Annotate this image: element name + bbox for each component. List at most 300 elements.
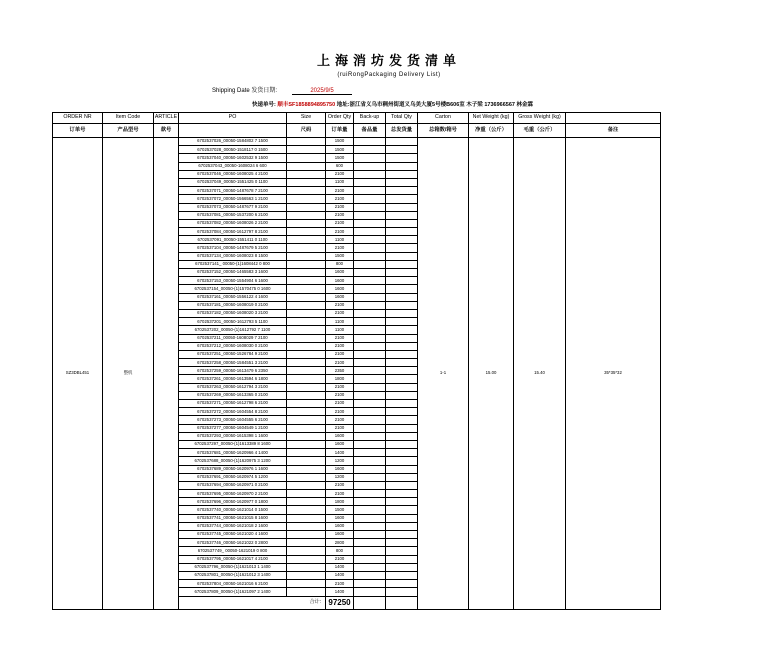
backup-cell: [354, 416, 386, 424]
size-cell: [287, 236, 326, 244]
po-cell: 6702537681_00050-1620966 4 1400: [179, 449, 287, 457]
backup-cell: [354, 400, 386, 408]
backup-cell: [354, 498, 386, 506]
col-header-en: Gross Weight (kg): [514, 113, 566, 124]
order-qty-cell: 1600: [326, 522, 354, 530]
po-cell: 6702537263_00050-1612794 3 2100: [179, 383, 287, 391]
total-qty-cell: [386, 244, 418, 252]
total-qty-cell: [386, 432, 418, 440]
po-cell: 6702537745_00050-1621020 4 1600: [179, 531, 287, 539]
col-header-cn: 尺码: [287, 124, 326, 138]
backup-cell: [354, 334, 386, 342]
size-cell: [287, 277, 326, 285]
order-qty-cell: 2100: [326, 203, 354, 211]
backup-cell: [354, 146, 386, 154]
po-cell: 6702537154_00050-(1)1570475 0 1600: [179, 285, 287, 293]
po-cell: 6702537259_00050-1613479 6 2350: [179, 367, 287, 375]
order-qty-cell: 1800: [326, 375, 354, 383]
po-cell: 6702537201_00050-1612793 5 1100: [179, 318, 287, 326]
backup-cell: [354, 342, 386, 350]
backup-cell: [354, 301, 386, 309]
po-cell: 6702537082_00050-1608026 2 2100: [179, 219, 287, 227]
po-cell: 6702537696_00050-1620977 0 1800: [179, 498, 287, 506]
backup-cell: [354, 449, 386, 457]
order-qty-cell: 1500: [326, 154, 354, 162]
backup-cell: [354, 309, 386, 317]
col-header-en: Carton: [418, 113, 469, 124]
backup-cell: [354, 481, 386, 489]
order-qty-cell: 2100: [326, 416, 354, 424]
size-cell: [287, 522, 326, 530]
size-cell: [287, 162, 326, 170]
backup-cell: [354, 539, 386, 547]
size-cell: [287, 416, 326, 424]
size-cell: [287, 514, 326, 522]
address-label: 地址:: [336, 102, 350, 108]
total-label: 合计:: [179, 596, 326, 609]
backup-cell: [354, 359, 386, 367]
total-qty-cell: [386, 522, 418, 530]
order-qty-cell: 800: [326, 547, 354, 555]
col-header-en: Item Code: [103, 113, 154, 124]
po-cell: 6702537091_00050-1551411 0 1100: [179, 236, 287, 244]
col-header-cn: 款号: [154, 124, 179, 138]
backup-cell: [354, 440, 386, 448]
po-cell: 6702537694_00050-1620971 0 2100: [179, 481, 287, 489]
total-qty-cell: [386, 391, 418, 399]
table-row: [53, 138, 661, 146]
col-header-cn: 总发货量: [386, 124, 418, 138]
total-backup-cell: [354, 596, 386, 609]
po-cell: 6702537043_00050-1608024 6 600: [179, 162, 287, 170]
order-qty-cell: 2100: [326, 342, 354, 350]
po-cell: 6702537211_00050-1608029 7 2100: [179, 334, 287, 342]
order-qty-cell: 1600: [326, 293, 354, 301]
col-header-cn: 备品量: [354, 124, 386, 138]
gross-weight-cell: 15.40: [514, 138, 566, 610]
order-qty-cell: 1600: [326, 440, 354, 448]
page-title: 上海消坊发货清单: [316, 54, 461, 69]
po-cell: 6702537049_00050-1551425 0 1100: [179, 178, 287, 186]
size-cell: [287, 219, 326, 227]
header-row-en: [53, 113, 661, 124]
delivery-table: [52, 112, 661, 610]
size-cell: [287, 457, 326, 465]
order-qty-cell: 2800: [326, 539, 354, 547]
size-cell: [287, 400, 326, 408]
order-qty-cell: 2100: [326, 187, 354, 195]
order-qty-cell: 1200: [326, 473, 354, 481]
order-qty-cell: 1600: [326, 531, 354, 539]
size-cell: [287, 326, 326, 334]
backup-cell: [354, 375, 386, 383]
size-cell: [287, 260, 326, 268]
size-cell: [287, 146, 326, 154]
size-cell: [287, 269, 326, 277]
order-qty-cell: 1600: [326, 285, 354, 293]
order-qty-cell: 2100: [326, 580, 354, 588]
po-cell: 6702537801_00050-(1)1621012 3 1400: [179, 571, 287, 579]
backup-cell: [354, 244, 386, 252]
po-cell: 6702537749_ 00050-1621019 0 800: [179, 547, 287, 555]
total-qty-cell: [386, 170, 418, 178]
size-cell: [287, 170, 326, 178]
po-cell: 6702537134_00050-1608023 8 1500: [179, 252, 287, 260]
size-cell: [287, 211, 326, 219]
total-qty-cell: [386, 400, 418, 408]
backup-cell: [354, 269, 386, 277]
size-cell: [287, 539, 326, 547]
total-qty-sum-cell: [386, 596, 418, 609]
col-header-cn: 净重（公斤）: [469, 124, 514, 138]
col-header-en: ARTICLE: [154, 113, 179, 124]
order-qty-cell: 1500: [326, 138, 354, 146]
remark-cell: 35*35*32: [566, 138, 661, 610]
po-cell: 6702537804_00050-1621016 6 2100: [179, 580, 287, 588]
shipping-date-line: [212, 85, 352, 95]
order-qty-cell: 2100: [326, 490, 354, 498]
po-cell: 6702537251_00050-1526784 9 2100: [179, 350, 287, 358]
backup-cell: [354, 432, 386, 440]
size-cell: [287, 449, 326, 457]
item-code-cell: 整机: [103, 138, 154, 610]
po-cell: 6702537293_00050-1615398 1 1600: [179, 432, 287, 440]
order-qty-cell: 1600: [326, 465, 354, 473]
size-cell: [287, 252, 326, 260]
order-qty-cell: 2100: [326, 350, 354, 358]
po-cell: 6702537271_00050-1612798 6 2100: [179, 400, 287, 408]
order-qty-cell: 2100: [326, 400, 354, 408]
po-cell: 6702537272_00050-1604554 8 2100: [179, 408, 287, 416]
net-weight-cell: 15.00: [469, 138, 514, 610]
total-qty-cell: [386, 457, 418, 465]
order-qty-cell: 2350: [326, 367, 354, 375]
order-qty-cell: 2100: [326, 301, 354, 309]
po-cell: 6702537809_00050-(1)1621097 2 1400: [179, 588, 287, 596]
col-header-cn: 毛重（公斤）: [514, 124, 566, 138]
total-qty-cell: [386, 309, 418, 317]
order-qty-cell: 1100: [326, 178, 354, 186]
address-value: 浙江省义乌市稠州街道义乌美大厦5号楼B606室: [349, 102, 465, 108]
size-cell: [287, 490, 326, 498]
order-qty-cell: 1200: [326, 457, 354, 465]
total-qty-cell: [386, 580, 418, 588]
col-header-cn: 备注: [566, 124, 661, 138]
total-value: 97250: [326, 596, 354, 609]
total-qty-cell: [386, 408, 418, 416]
po-cell: 6702537695_00050-1620970 2 2100: [179, 490, 287, 498]
backup-cell: [354, 465, 386, 473]
backup-cell: [354, 277, 386, 285]
backup-cell: [354, 522, 386, 530]
total-qty-cell: [386, 498, 418, 506]
total-qty-cell: [386, 359, 418, 367]
total-qty-cell: [386, 571, 418, 579]
size-cell: [287, 588, 326, 596]
order-qty-cell: 1400: [326, 571, 354, 579]
order-qty-cell: 1600: [326, 269, 354, 277]
total-qty-cell: [386, 563, 418, 571]
total-qty-cell: [386, 203, 418, 211]
col-header-cn: 产品型号: [103, 124, 154, 138]
backup-cell: [354, 473, 386, 481]
backup-cell: [354, 367, 386, 375]
po-cell: 6702537081_00050-1537200 6 2100: [179, 211, 287, 219]
size-cell: [287, 440, 326, 448]
backup-cell: [354, 547, 386, 555]
backup-cell: [354, 154, 386, 162]
total-qty-cell: [386, 555, 418, 563]
po-cell: 6702537028_00050-1518117 0 1500: [179, 146, 287, 154]
po-cell: 6702537740_00050-1621014 0 1500: [179, 506, 287, 514]
total-qty-cell: [386, 531, 418, 539]
total-qty-cell: [386, 301, 418, 309]
total-qty-cell: [386, 211, 418, 219]
total-qty-cell: [386, 236, 418, 244]
size-cell: [287, 547, 326, 555]
size-cell: [287, 154, 326, 162]
backup-cell: [354, 506, 386, 514]
size-cell: [287, 138, 326, 146]
backup-cell: [354, 162, 386, 170]
size-cell: [287, 498, 326, 506]
backup-cell: [354, 170, 386, 178]
backup-cell: [354, 252, 386, 260]
total-qty-cell: [386, 334, 418, 342]
col-header-cn: [179, 124, 287, 138]
total-qty-cell: [386, 539, 418, 547]
order-qty-cell: 2100: [326, 170, 354, 178]
size-cell: [287, 580, 326, 588]
size-cell: [287, 408, 326, 416]
total-qty-cell: [386, 375, 418, 383]
po-cell: 6702537141_ 00050-(1)1608442 0 800: [179, 260, 287, 268]
backup-cell: [354, 350, 386, 358]
size-cell: [287, 228, 326, 236]
backup-cell: [354, 408, 386, 416]
po-cell: 6702537796_00050-(1)1621013 1 1400: [179, 563, 287, 571]
header-row-cn: [53, 124, 661, 138]
order-qty-cell: 2100: [326, 228, 354, 236]
po-cell: 6702537040_00050-1602532 9 1500: [179, 154, 287, 162]
backup-cell: [354, 228, 386, 236]
po-cell: 6702537182_00050-1608020 3 2100: [179, 309, 287, 317]
order-qty-cell: 2100: [326, 391, 354, 399]
backup-cell: [354, 383, 386, 391]
order-qty-cell: 2100: [326, 219, 354, 227]
total-qty-cell: [386, 350, 418, 358]
total-qty-cell: [386, 260, 418, 268]
order-qty-cell: 2100: [326, 211, 354, 219]
po-cell: 6702537269_00050-1613365 0 2100: [179, 391, 287, 399]
shipping-date-label: Shipping Date 发货日期:: [212, 88, 278, 94]
total-qty-cell: [386, 424, 418, 432]
order-qty-cell: 600: [326, 162, 354, 170]
order-qty-cell: 2100: [326, 408, 354, 416]
size-cell: [287, 203, 326, 211]
size-cell: [287, 293, 326, 301]
order-qty-cell: 2100: [326, 555, 354, 563]
backup-cell: [354, 490, 386, 498]
col-header-en: Order Qty: [326, 113, 354, 124]
backup-cell: [354, 588, 386, 596]
backup-cell: [354, 293, 386, 301]
size-cell: [287, 285, 326, 293]
size-cell: [287, 309, 326, 317]
article-cell: [154, 138, 179, 610]
backup-cell: [354, 318, 386, 326]
backup-cell: [354, 457, 386, 465]
size-cell: [287, 571, 326, 579]
receiver-phone: 1736966567: [484, 102, 515, 108]
po-cell: 6702537744_00050-1621018 2 1600: [179, 522, 287, 530]
express-line: [252, 100, 533, 108]
shipping-date-value: 2025/9/5: [292, 88, 352, 95]
total-qty-cell: [386, 285, 418, 293]
po-cell: 6702537202_00050-(1)1612792 7 1100: [179, 326, 287, 334]
size-cell: [287, 465, 326, 473]
size-cell: [287, 424, 326, 432]
po-cell: 6702537688_00050-(1)1620975 3 1200: [179, 457, 287, 465]
col-header-cn: 订单量: [326, 124, 354, 138]
order-qty-cell: 2100: [326, 359, 354, 367]
col-header-cn: 总箱数/箱号: [418, 124, 469, 138]
order-qty-cell: 1600: [326, 514, 354, 522]
backup-cell: [354, 531, 386, 539]
order-qty-cell: 2100: [326, 195, 354, 203]
total-qty-cell: [386, 154, 418, 162]
size-cell: [287, 334, 326, 342]
total-qty-cell: [386, 252, 418, 260]
size-cell: [287, 318, 326, 326]
size-cell: [287, 555, 326, 563]
order-qty-cell: 1800: [326, 498, 354, 506]
order-qty-cell: 1400: [326, 588, 354, 596]
col-header-en: ORDER NR: [53, 113, 103, 124]
total-qty-cell: [386, 449, 418, 457]
total-qty-cell: [386, 293, 418, 301]
po-cell: 6702537084_00050-1612797 8 2100: [179, 228, 287, 236]
po-cell: 6702537026_00050-1584802 7 1500: [179, 138, 287, 146]
order-qty-cell: 2100: [326, 424, 354, 432]
order-qty-cell: 1500: [326, 252, 354, 260]
backup-cell: [354, 219, 386, 227]
size-cell: [287, 178, 326, 186]
express-number: 顺丰SF1858894895750: [277, 102, 336, 108]
backup-cell: [354, 391, 386, 399]
backup-cell: [354, 178, 386, 186]
total-qty-cell: [386, 195, 418, 203]
total-qty-cell: [386, 162, 418, 170]
backup-cell: [354, 580, 386, 588]
size-cell: [287, 432, 326, 440]
total-qty-cell: [386, 465, 418, 473]
size-cell: [287, 391, 326, 399]
order-qty-cell: 800: [326, 260, 354, 268]
size-cell: [287, 187, 326, 195]
backup-cell: [354, 514, 386, 522]
total-qty-cell: [386, 228, 418, 236]
size-cell: [287, 531, 326, 539]
order-qty-cell: 2100: [326, 244, 354, 252]
col-header-en: PO: [179, 113, 287, 124]
backup-cell: [354, 236, 386, 244]
col-header-en: Total Qty: [386, 113, 418, 124]
total-qty-cell: [386, 588, 418, 596]
backup-cell: [354, 260, 386, 268]
order-qty-cell: 1100: [326, 326, 354, 334]
po-cell: 6702537297_00050-(1)1613389 8 1600: [179, 440, 287, 448]
po-cell: 6702537273_00050-1604555 6 2100: [179, 416, 287, 424]
po-cell: 6702537073_00050-1487677 9 2100: [179, 203, 287, 211]
po-cell: 6702537046_00050-1608025 4 2100: [179, 170, 287, 178]
total-qty-cell: [386, 547, 418, 555]
backup-cell: [354, 571, 386, 579]
po-cell: 6702537161_00050-1556122 4 1600: [179, 293, 287, 301]
total-qty-cell: [386, 178, 418, 186]
po-cell: 6702537212_00050-1608030 0 2100: [179, 342, 287, 350]
total-qty-cell: [386, 146, 418, 154]
backup-cell: [354, 285, 386, 293]
order-qty-cell: 1600: [326, 277, 354, 285]
col-header-en: Size: [287, 113, 326, 124]
total-qty-cell: [386, 318, 418, 326]
order-qty-cell: 1600: [326, 432, 354, 440]
total-qty-cell: [386, 514, 418, 522]
total-qty-cell: [386, 138, 418, 146]
order-qty-cell: 1500: [326, 506, 354, 514]
backup-cell: [354, 187, 386, 195]
order-qty-cell: 2100: [326, 309, 354, 317]
order-qty-cell: 1400: [326, 563, 354, 571]
order-qty-cell: 1100: [326, 318, 354, 326]
total-qty-cell: [386, 481, 418, 489]
receiver-note: 林金霖: [516, 102, 533, 108]
size-cell: [287, 301, 326, 309]
po-cell: 6702537689_00050-1620976 1 1600: [179, 465, 287, 473]
backup-cell: [354, 555, 386, 563]
po-cell: 6702537071_00050-1487678 7 2100: [179, 187, 287, 195]
backup-cell: [354, 211, 386, 219]
col-header-en: Back-up: [354, 113, 386, 124]
size-cell: [287, 383, 326, 391]
express-label: 快递单号:: [252, 102, 276, 108]
po-cell: 6702537072_00050-1566563 1 2100: [179, 195, 287, 203]
size-cell: [287, 563, 326, 571]
size-cell: [287, 244, 326, 252]
po-cell: 6702537104_00050-1487679 5 2100: [179, 244, 287, 252]
po-cell: 6702537795_00050-1621017 4 2100: [179, 555, 287, 563]
size-cell: [287, 375, 326, 383]
size-cell: [287, 367, 326, 375]
carton-cell: 1-1: [418, 138, 469, 610]
order-qty-cell: 2100: [326, 383, 354, 391]
po-cell: 6702537746_00050-1621022 0 2800: [179, 539, 287, 547]
size-cell: [287, 473, 326, 481]
po-cell: 6702537258_00050-1584551 3 2100: [179, 359, 287, 367]
total-qty-cell: [386, 326, 418, 334]
total-qty-cell: [386, 473, 418, 481]
po-cell: 6702537277_00050-1604549 1 2100: [179, 424, 287, 432]
size-cell: [287, 359, 326, 367]
total-qty-cell: [386, 342, 418, 350]
order-qty-cell: 2100: [326, 334, 354, 342]
size-cell: [287, 481, 326, 489]
size-cell: [287, 195, 326, 203]
po-cell: 6702537153_00050-1554904 6 1600: [179, 277, 287, 285]
total-qty-cell: [386, 187, 418, 195]
po-cell: 6702537691_00050-1620974 5 1200: [179, 473, 287, 481]
